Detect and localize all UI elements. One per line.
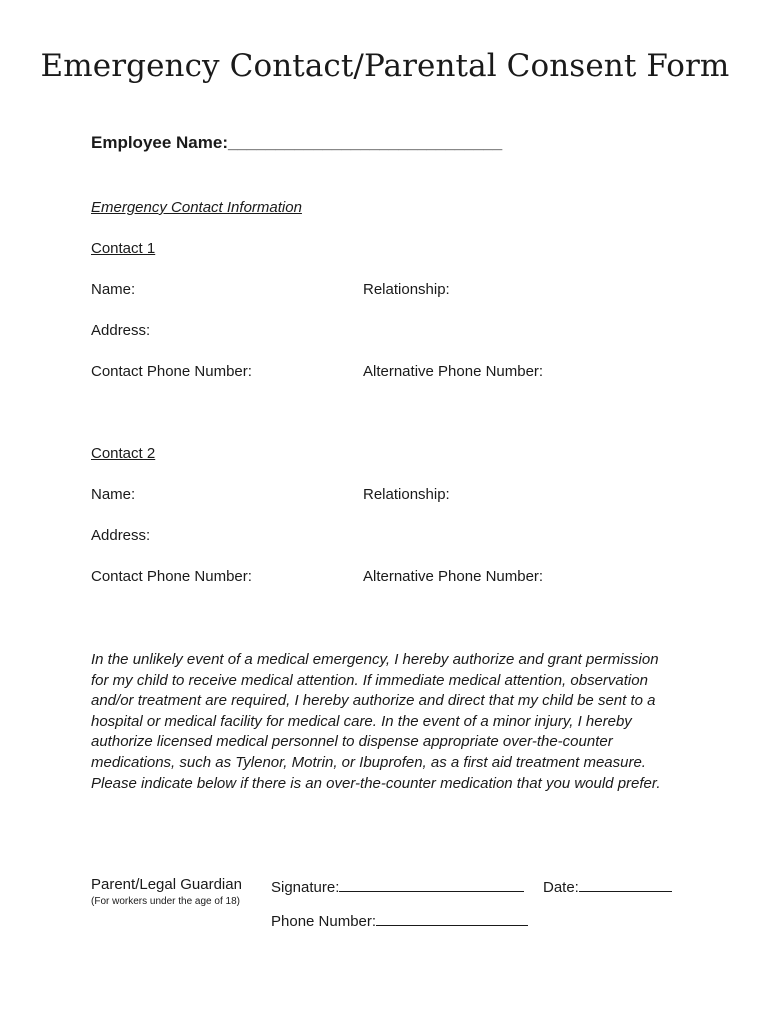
guardian-note: (For workers under the age of 18) xyxy=(91,896,240,907)
consent-line: Please indicate below if there is an over-the-counter medication that you would prefer. xyxy=(91,774,661,792)
guardian-phone-field[interactable] xyxy=(271,910,528,930)
consent-line: hospital or medical facility for medical care. In the event of a minor injury, I hereby xyxy=(91,712,632,730)
signature-field[interactable] xyxy=(271,876,524,896)
contact-2-relationship-label: Relationship: xyxy=(363,486,450,503)
guardian-phone-line[interactable] xyxy=(376,910,528,926)
contact-1-relationship-label: Relationship: xyxy=(363,281,450,298)
date-field[interactable] xyxy=(543,876,672,896)
consent-line: In the unlikely event of a medical emergency, I hereby authorize and grant permission xyxy=(91,651,659,668)
date-line[interactable] xyxy=(579,876,672,892)
signature-label: Signature: xyxy=(271,879,340,896)
date-label: Date: xyxy=(543,879,579,896)
consent-line: for my child to receive medical attention. If immediate medical attention, observation xyxy=(91,671,648,689)
contact-2-name-label: Name: xyxy=(91,486,136,503)
page-title: Emergency Contact/Parental Consent Form xyxy=(40,48,730,84)
consent-line: authorize licensed medical personnel to dispense appropriate over-the-counter xyxy=(91,733,613,751)
contact-1-phone-label: Contact Phone Number: xyxy=(91,363,252,380)
contact-2-alt-phone-label: Alternative Phone Number: xyxy=(363,568,544,585)
consent-paragraph xyxy=(91,650,681,794)
contact-1-alt-phone-label: Alternative Phone Number: xyxy=(363,363,544,380)
contact-2-heading: Contact 2 xyxy=(91,445,156,462)
contact-2-address-label: Address: xyxy=(91,527,151,544)
contact-1-heading: Contact 1 xyxy=(91,240,156,257)
contact-1-name-label: Name: xyxy=(91,281,136,298)
signature-line[interactable] xyxy=(339,876,524,892)
contact-1-address-label: Address: xyxy=(91,322,151,339)
guardian-phone-label: Phone Number: xyxy=(271,913,377,930)
employee-name-field[interactable]: Employee Name:_____________________________ xyxy=(91,133,503,152)
guardian-label: Parent/Legal Guardian xyxy=(91,876,242,893)
consent-line: medications, such as Tylenor, Motrin, or Ibuprofen, as a first aid treatment measure. xyxy=(91,753,646,771)
section-title: Emergency Contact Information xyxy=(91,199,302,216)
contact-2-phone-label: Contact Phone Number: xyxy=(91,568,252,585)
consent-line: and/or treatment are required, I hereby authorize and direct that my child be sent to a xyxy=(91,692,656,710)
